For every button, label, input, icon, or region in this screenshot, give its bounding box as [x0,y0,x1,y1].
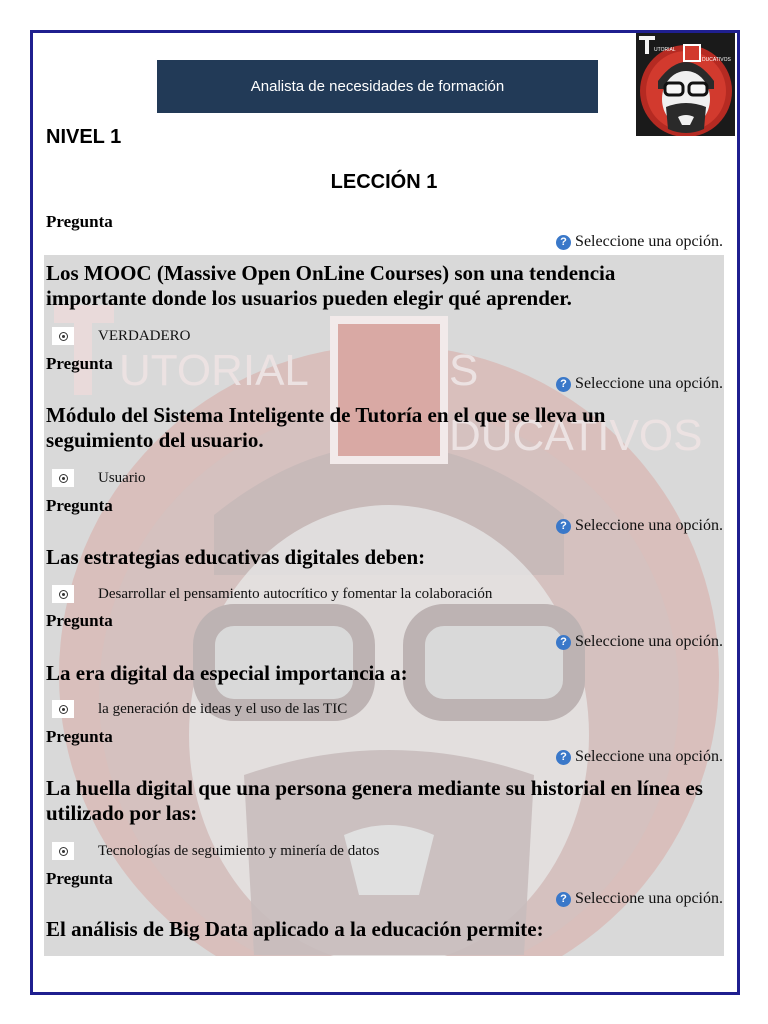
radio-selected[interactable] [52,585,74,603]
hint [556,233,723,251]
radio-selected[interactable] [52,469,74,487]
hint-text: Seleccione una opción. [575,375,723,392]
question-label: Pregunta [46,496,113,515]
svg-text:S: S [449,346,479,395]
answer-option[interactable] [52,469,146,487]
hint [556,517,723,535]
hint-text: Seleccione una opción. [575,233,723,250]
question-label: Pregunta [46,611,113,630]
answer-option[interactable] [52,700,347,718]
hint [556,748,723,766]
answer-text: Desarrollar el pensamiento autocrítico y fomentar la colaboración [98,585,493,602]
svg-text:UTORIAL: UTORIAL [654,47,676,53]
question-text: Módulo del Sistema Inteligente de Tutoría en el que se lleva un seguimiento del usuario. [46,403,606,452]
svg-text:DUCATIVOS: DUCATIVOS [702,57,731,63]
answer-option[interactable] [52,327,191,345]
radio-selected[interactable] [52,700,74,718]
question-text: La huella digital que una persona genera mediante su historial en línea es utilizado por las: [46,776,703,825]
level-heading: NIVEL 1 [46,126,122,148]
answer-option[interactable] [52,842,379,860]
hint-text: Seleccione una opción. [575,748,723,765]
hint [556,375,723,393]
tutoriales-educativos-logo [636,33,735,136]
answer-text: VERDADERO [98,327,191,344]
hint [556,633,723,651]
course-title-banner [157,60,598,113]
svg-text:DUCATIVOS: DUCATIVOS [449,411,703,460]
answer-option[interactable] [52,585,492,603]
hint-text: Seleccione una opción. [575,890,723,907]
help-icon: ? [556,235,571,250]
lesson-heading: LECCIÓN 1 [330,171,438,193]
help-icon: ? [556,635,571,650]
radio-selected[interactable] [52,842,74,860]
answer-text: la generación de ideas y el uso de las TIC [98,700,348,717]
help-icon: ? [556,519,571,534]
svg-text:UTORIAL: UTORIAL [119,346,309,395]
question-label: Pregunta [46,354,113,373]
hint [556,890,723,908]
question-text: El análisis de Big Data aplicado a la educación permite: [46,917,544,941]
hint-text: Seleccione una opción. [575,633,723,650]
help-icon: ? [556,750,571,765]
radio-selected[interactable] [52,327,74,345]
question-label: Pregunta [46,869,113,888]
course-title: Analista de necesidades de formación [250,78,505,95]
question-label: Pregunta [46,212,113,231]
question-label: Pregunta [46,727,113,746]
question-text: La era digital da especial importancia a: [46,661,408,685]
help-icon: ? [556,377,571,392]
answer-text: Usuario [98,469,146,486]
hint-text: Seleccione una opción. [575,517,723,534]
question-text: Las estrategias educativas digitales deben: [46,545,426,569]
answer-text: Tecnologías de seguimiento y minería de datos [98,842,380,859]
question-text: Los MOOC (Massive Open OnLine Courses) son una tendencia importante donde los usuarios pueden elegir qué aprender. [46,261,616,310]
help-icon: ? [556,892,571,907]
